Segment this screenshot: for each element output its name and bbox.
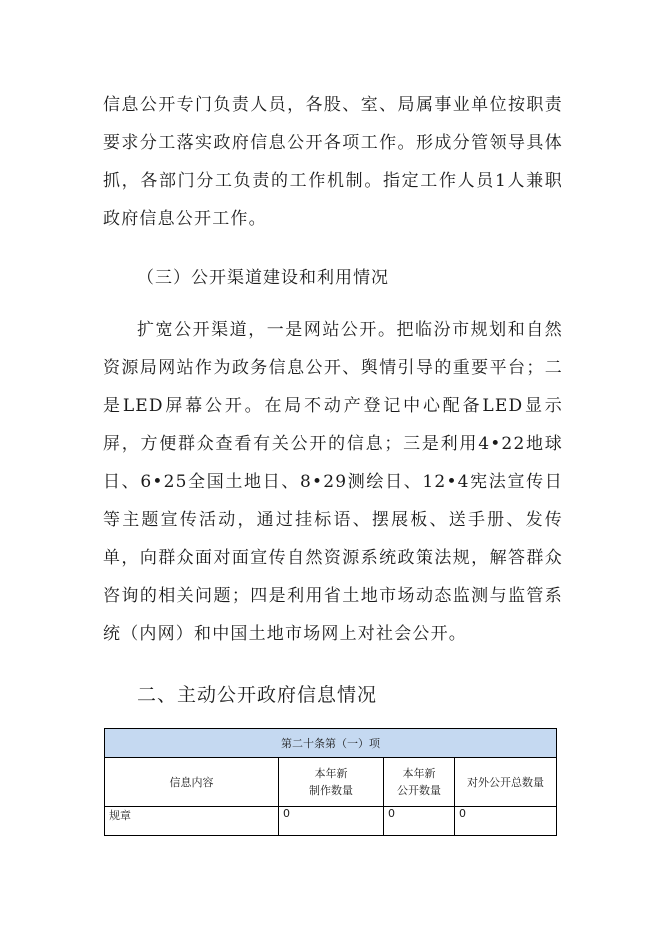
paragraph-staffing: 信息公开专门负责人员，各股、室、局属事业单位按职责要求分工落实政府信息公开各项工作。形成分管领导具体抓，各部门分工负责的工作机制。指定工作人员1人兼职政府信息公开工作。 [103, 95, 563, 229]
disclosure-table [104, 728, 557, 836]
table-row [105, 807, 557, 836]
cell-label: 规章 [105, 807, 279, 836]
section-heading-active-disclosure: 二、主动公开政府信息情况 [137, 684, 378, 706]
table-title: 第二十条第（一）项 [105, 729, 557, 758]
header-new-made-line1: 本年新 [314, 767, 348, 780]
header-new-published [384, 758, 455, 807]
header-new-published-line2: 公开数量 [397, 784, 441, 797]
cell-made: 0 [279, 807, 384, 836]
table-title-row [105, 729, 557, 758]
header-info-content: 信息内容 [105, 758, 279, 807]
paragraph-channels: 扩宽公开渠道，一是网站公开。把临汾市规划和自然资源局网站作为政务信息公开、舆情引导的重要平台；二是LED屏幕公开。在局不动产登记中心配备LED显示屏，方便群众查看有关公开的信息；三是利用4•22地球日、6•25全国土地日、8•29测绘日、12•4宪法宣传日等主题宣传活动，通过挂标语、摆展板、送手册、发传单，向群众面对面宣传自然资源系统政策法规，解答群众咨询的相关问题；四是利用省土地市场动态监测与监管系统（内网）和中国土地市场网上对社会公开。 [103, 320, 563, 644]
header-new-made [279, 758, 384, 807]
table-header-row [105, 758, 557, 807]
cell-total: 0 [455, 807, 557, 836]
header-new-made-line2: 制作数量 [309, 784, 353, 797]
section-subheading-channels: （三）公开渠道建设和利用情况 [137, 268, 389, 288]
header-total-published: 对外公开总数量 [455, 758, 557, 807]
cell-published: 0 [384, 807, 455, 836]
header-new-published-line1: 本年新 [402, 767, 436, 780]
